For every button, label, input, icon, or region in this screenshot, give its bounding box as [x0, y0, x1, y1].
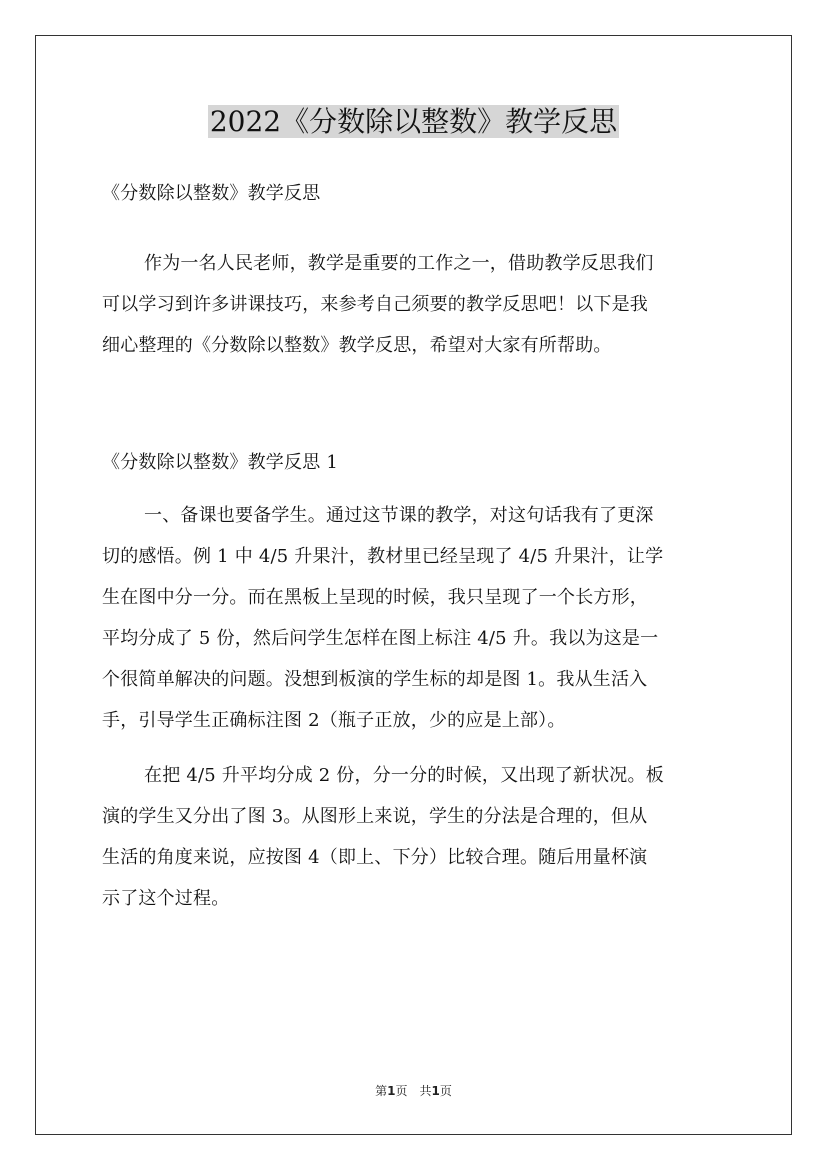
paragraph-line: 生活的角度来说，应按图 4（即上、下分）比较合理。随后用量杯演 — [102, 847, 648, 868]
intro-line: 作为一名人民老师，教学是重要的工作之一，借助教学反思我们 — [144, 253, 654, 274]
page-footer — [0, 1083, 827, 1099]
document-title — [0, 102, 827, 142]
paragraph-line: 示了这个过程。 — [102, 888, 230, 909]
paragraph-line: 在把 4/5 升平均分成 2 份，分一分的时候，又出现了新状况。板 — [144, 765, 664, 786]
section1-paragraph-2 — [102, 755, 727, 919]
document-body — [102, 173, 727, 919]
spacer — [102, 483, 727, 495]
page-total: 1 — [431, 1084, 440, 1098]
page-prefix: 第 — [375, 1084, 388, 1098]
paragraph-line: 个很简单解决的问题。没想到板演的学生标的却是图 1。我从生活入 — [102, 669, 648, 690]
paragraph-line: 切的感悟。例 1 中 4/5 升果汁，教材里已经呈现了 4/5 升果汁，让学 — [102, 546, 664, 567]
page-current: 1 — [387, 1084, 396, 1098]
spacer — [102, 214, 727, 243]
paragraph-line: 平均分成了 5 份，然后问学生怎样在图上标注 4/5 升。我以为这是一 — [102, 628, 659, 649]
spacer — [102, 366, 727, 404]
section-heading: 《分数除以整数》教学反思 1 — [102, 452, 338, 473]
paragraph-line: 生在图中分一分。而在黑板上呈现的时候，我只呈现了一个长方形， — [102, 587, 648, 608]
intro-paragraph — [102, 243, 727, 366]
section1-paragraph-1 — [102, 495, 727, 741]
page-suffix: 页 — [439, 1084, 452, 1098]
intro-line: 细心整理的《分数除以整数》教学反思，希望对大家有所帮助。 — [102, 335, 612, 356]
paragraph-line: 手，引导学生正确标注图 2（瓶子正放，少的应是上部）。 — [102, 710, 566, 731]
intro-line: 可以学习到许多讲课技巧，来参考自己须要的教学反思吧！以下是我 — [102, 294, 648, 315]
spacer — [102, 741, 727, 755]
document-title-text: 2022《分数除以整数》教学反思 — [209, 105, 618, 138]
paragraph-line: 演的学生又分出了图 3。从图形上来说，学生的分法是合理的，但从 — [102, 806, 648, 827]
spacer — [102, 404, 727, 442]
paragraph-line: 一、备课也要备学生。通过这节课的教学，对这句话我有了更深 — [144, 505, 654, 526]
page-mid: 页 共 — [395, 1084, 432, 1098]
document-subtitle: 《分数除以整数》教学反思 — [102, 183, 321, 204]
